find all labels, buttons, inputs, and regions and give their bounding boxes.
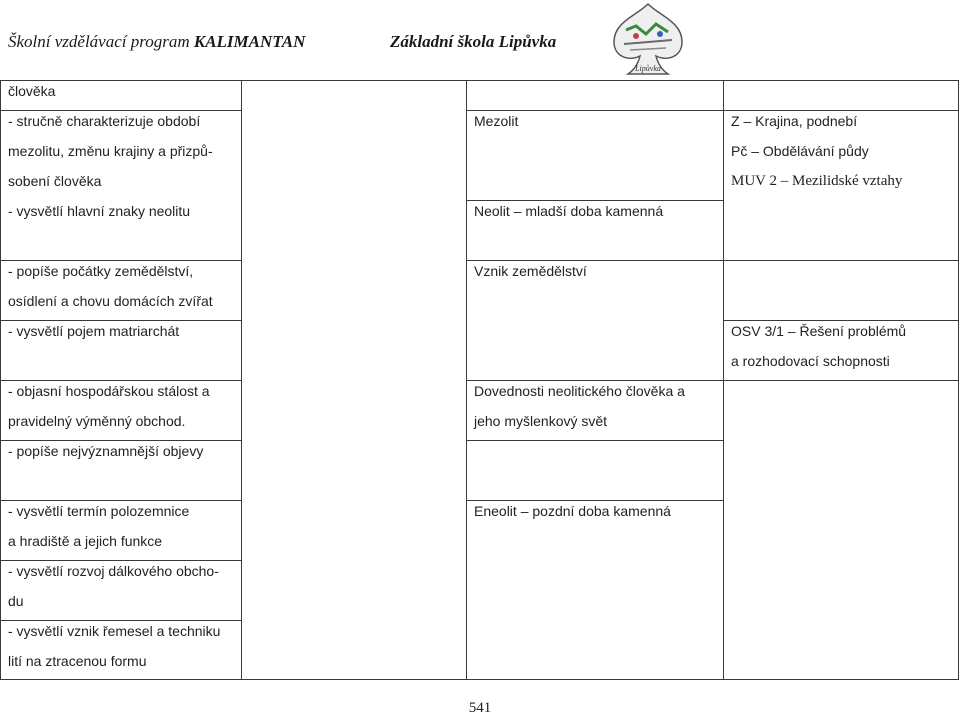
outcome-text: - popíše nejvýznamnější objevy (8, 443, 204, 459)
topic-text: Eneolit – pozdní doba kamenná (474, 503, 671, 519)
outcome-text: - vysvětlí vznik řemesel a techniku lití na ztracenou formu (8, 623, 221, 669)
outcome-text: - objasní hospodářskou stálost a pravidelný výměnný obchod. (8, 383, 210, 429)
program-name: KALIMANTAN (193, 32, 306, 51)
school-name: Základní škola Lipůvka (390, 32, 557, 51)
row-divider (723, 260, 959, 261)
table-border-bottom (0, 679, 959, 680)
row-divider (723, 380, 959, 381)
outcome-text: - vysvětlí pojem matriarchát (8, 323, 180, 339)
table-border-top (0, 80, 959, 81)
outcome-text: - popíše počátky zemědělství, osídlení a chovu domácích zvířat (8, 263, 213, 309)
logo-text: Lipůvka (635, 64, 661, 73)
cross-curricular-text: Z – Krajina, podnebí Pč – Obdělávání půdy MUV 2 – Mezilidské vztahy (731, 113, 903, 189)
school-logo-icon (606, 0, 690, 78)
outcome-text: - vysvětlí rozvoj dálkového obcho- du (8, 563, 219, 609)
program-title (8, 32, 305, 52)
outcome-text: - stručně charakterizuje období mezolitu, změnu krajiny a přizpů- sobení člověka (8, 113, 213, 189)
outcome-text: člověka (8, 83, 56, 99)
program-prefix: Školní vzdělávací program (8, 32, 194, 51)
topic-text: Neolit – mladší doba kamenná (474, 203, 664, 219)
page-number: 541 (468, 700, 492, 716)
topic-text: Mezolit (474, 113, 519, 129)
outcome-text: - vysvětlí termín polozemnice a hradiště a jejich funkce (8, 503, 190, 549)
row-divider (466, 440, 724, 441)
outcome-text: - vysvětlí hlavní znaky neolitu (8, 203, 191, 219)
topic-text: Dovednosti neolitického člověka a jeho myšlenkový svět (474, 383, 685, 429)
topic-text: Vznik zemědělství (474, 263, 587, 279)
curriculum-table (0, 80, 959, 680)
cross-curricular-text: OSV 3/1 – Řešení problémů a rozhodovací schopnosti (731, 323, 907, 369)
